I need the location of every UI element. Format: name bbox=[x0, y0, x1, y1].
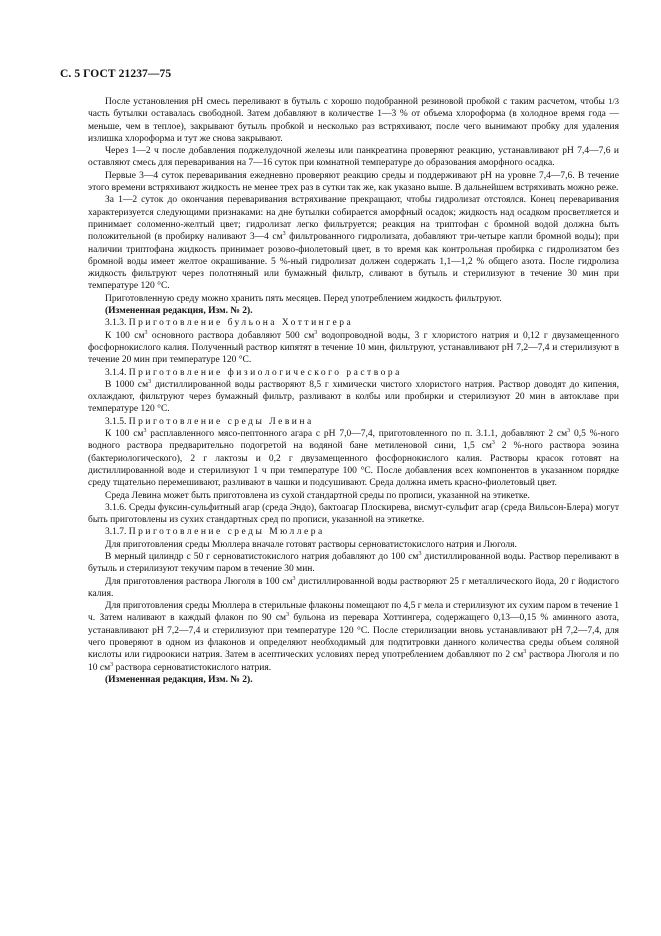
text-run: Для приготовления среды Мюллера вначале готовят растворы серноватистокислого натрия и Люголя. bbox=[105, 539, 517, 550]
fraction: 1/3 bbox=[608, 96, 619, 106]
text-run: основного раствора добавляют 500 см bbox=[147, 330, 315, 341]
section-heading: Приготовление физиологического раствора bbox=[128, 367, 402, 378]
amendment-note bbox=[88, 305, 619, 317]
text-run: 0,5 %-ного водного раствора предварительно подогретой на водяной бане метиленовой сини, 1,5 см bbox=[88, 429, 619, 452]
text-run: 2 %-ного раствора эозина (бактериологического), 2 г лактозы и 0,2 г двузамещенного фосфорнокислого калия. Растворы красок готовят на дистиллированной воде и стерилизуют 1 ч при температуре 100 °С. После добавления всех компонентов в указанном порядке среду тщательно перемешивают, разливают в чашки и подсушивают. Среда должна иметь красно-фиолетовый цвет. bbox=[88, 441, 619, 489]
body-paragraph bbox=[88, 95, 619, 145]
text-run: Среда Левина может быть приготовлена из сухой стандартной среды по прописи, указанной на этикетке. bbox=[105, 490, 530, 501]
body-paragraph bbox=[88, 194, 619, 292]
body-paragraph bbox=[88, 379, 619, 416]
superscript: 3 bbox=[418, 550, 422, 557]
text-run: К 100 см bbox=[105, 330, 145, 341]
superscript: 3 bbox=[144, 329, 148, 336]
text-run: 3.1.3. bbox=[105, 318, 129, 329]
text-run: Через 1—2 ч после добавления поджелудочной железы или панкреатина проверяют реакцию, устанавливают рН 7,4—7,6 и оставляют смесь для переваривания на 7—16 суток при комнатной температуре до образования аморфного осадка. bbox=[88, 146, 619, 169]
body-paragraph bbox=[88, 551, 619, 576]
text-run: водопроводной воды, 3 г хлористого натрия и 0,12 г двузамещенного фосфорнокислого калия. Полученный раствор кипятят в течение 10 мин, фильтруют, устанавливают рН 7,2—7,4 и стерилизуют в течение 20 мин при температуре 120 °С. bbox=[88, 330, 619, 366]
body-paragraph bbox=[88, 170, 619, 195]
text-run: дистиллированной воды растворяют 8,5 г химически чистого хлористого натрия. Раствор доводят до кипения, охлаждают, фильтруют через бумажный фильтр, разливают в колбы или пробирки и стерилизуют 20 мин в автоклаве при температуре 120 °С. bbox=[88, 379, 619, 415]
text-run: часть бутылки оставалась свободной. Затем добавляют в количестве 1—3 % от объема хлороформа (в холодное время года — меньше, чем в теплое), закрывают бутыль пробкой и несколько раз встряхивают, после чего вынимают пробку для удаления излишка хлороформа и тут же снова закрывают. bbox=[88, 109, 619, 144]
text-run: (Измененная редакция, Изм. № 2). bbox=[105, 306, 253, 317]
text-run: раствора Люголя и по 10 см bbox=[88, 650, 619, 673]
superscript: 3 bbox=[110, 661, 114, 668]
text-run: бульона из перевара Хоттингера, содержащего 0,13—0,15 % аминного азота, устанавливают рН 7,2—7,4 и стерилизуют при температуре 120 °С. После стерилизации вновь устанавливают рН 7,2—7,4, для чего проверяют в одном из флаконов и определяют необходимый для подтитровки данного количества среды объем соляной кислоты или гидроокиси натрия. Затем в асептических условиях перед употреблением добавляют по 2 см bbox=[88, 613, 619, 661]
body-paragraph bbox=[88, 526, 619, 538]
body-paragraph bbox=[88, 576, 619, 601]
section-heading: Приготовление бульона Хоттингера bbox=[128, 318, 354, 329]
text-run: дистиллированной воды. Раствор переливают в бутыль и стерилизуют текучим паром в течение 30 мин. bbox=[88, 551, 619, 575]
superscript: 3 bbox=[567, 427, 571, 434]
text-run: Для приготовления среды Мюллера в стерильные флаконы помещают по 4,5 г мела и стерилизуют их сухим паром в течение 1 ч. Затем наливают в каждый флакон по 90 см bbox=[88, 601, 619, 624]
text-run: 3.1.4. bbox=[105, 367, 129, 378]
text-run: За 1—2 суток до окончания переваривания встряхивание прекращают, чтобы гидролизат отстоялся. Конец переваривания характеризуется следующими признаками: на дне бутылки собирается аморфный осадок; жидкость над осадком просветляется и принимает соломенно-желтый цвет; гидролизат легко фильтруется; реакция на триптофан с бромной водой должна быть положительной (в пробирку наливают 3—4 см bbox=[88, 195, 619, 243]
text-run: дистиллированной воды растворяют 25 г металлического йода, 20 г йодистого калия. bbox=[88, 576, 620, 599]
text-run: 3.1.6. Среды фуксин-сульфитный агар (среда Эндо), бактоагар Плоскирева, висмут-сульфит агар (среда Вильсон-Блера) могут быть приготовлены из сухих стандартных сред по прописи, указанной на этикетке. bbox=[88, 502, 619, 526]
superscript: 3 bbox=[282, 231, 286, 238]
body-paragraph bbox=[88, 490, 619, 502]
text-run: Для приготовления раствора Люголя в 100 см bbox=[105, 576, 293, 587]
text-run: раствора серноватистокислого натрия. bbox=[113, 662, 272, 673]
text-run: расплавленного мясо-пептонного агара с рН 7,0—7,4, приготовленного по п. 3.1.1, добавляют 2 см bbox=[146, 429, 568, 440]
superscript: 3 bbox=[286, 612, 290, 619]
body-paragraph bbox=[88, 416, 619, 428]
text-run: 3.1.5. bbox=[105, 416, 129, 427]
text-run: После установления рН смесь переливают в бутыль с хорошо подобранной резиновой пробкой с таким расчетом, чтобы bbox=[105, 97, 609, 107]
text-run: фильтрованного гидролизата, добавляют три-четыре капли бромной воды); при наличии триптофана жидкость принимает розово-фиолетовый цвет, в то время как контрольная пробирка с гидролизатом без бромной воды имеет желтое окрашивание. 5 %-ный гидролизат должен содержать 1,1—1,2 % общего азота. После гидролиза жидкость фильтруют через полотняный или бумажный фильтр, сливают в бутыль и стерилизуют в течение 30 мин при температуре 120 °С. bbox=[88, 232, 619, 292]
document-body bbox=[88, 95, 619, 686]
page-header: С. 5 ГОСТ 21237—75 bbox=[60, 68, 172, 80]
superscript: 3 bbox=[523, 649, 527, 656]
body-paragraph bbox=[88, 502, 619, 527]
text-run: К 100 см bbox=[105, 429, 144, 440]
text-run: В мерный цилиндр с 50 г серноватистокислого натрия добавляют до 100 см bbox=[105, 551, 419, 562]
text-run: Приготовленную среду можно хранить пять месяцев. Перед употреблением жидкость фильтруют. bbox=[105, 293, 502, 304]
superscript: 3 bbox=[143, 427, 147, 434]
amendment-note bbox=[88, 674, 619, 686]
superscript: 3 bbox=[148, 378, 152, 385]
superscript: 3 bbox=[314, 329, 318, 336]
superscript: 3 bbox=[491, 440, 495, 447]
superscript: 3 bbox=[292, 575, 296, 582]
body-paragraph bbox=[88, 330, 619, 367]
text-run: (Измененная редакция, Изм. № 2). bbox=[105, 674, 253, 685]
section-heading: Приготовление среды Мюллера bbox=[128, 527, 325, 538]
body-paragraph bbox=[88, 145, 619, 170]
text-run: 3.1.7. bbox=[105, 527, 129, 538]
section-heading: Приготовление среды Левина bbox=[128, 416, 314, 427]
text-run: В 1000 см bbox=[105, 379, 149, 390]
body-paragraph bbox=[88, 293, 619, 305]
body-paragraph bbox=[88, 367, 619, 379]
body-paragraph bbox=[88, 428, 619, 489]
body-paragraph bbox=[88, 317, 619, 329]
text-run: Первые 3—4 суток переваривания ежедневно проверяют реакцию среды и поддерживают рН на уровне 7,4—7,6. В течение этого времени встряхивают жидкость не менее трех раз в сутки так же, как указано выше. В дальнейшем встряхивать можно реже. bbox=[88, 170, 619, 194]
body-paragraph bbox=[88, 600, 619, 674]
body-paragraph bbox=[88, 539, 619, 551]
